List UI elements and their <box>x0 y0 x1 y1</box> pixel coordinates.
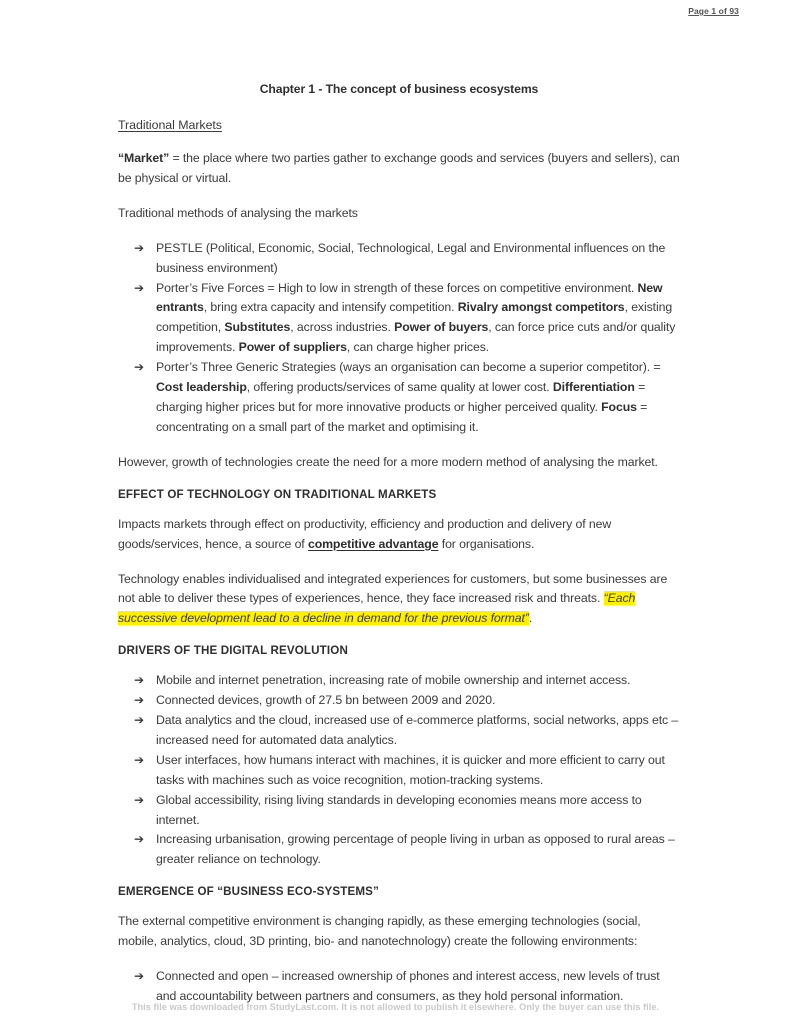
traditional-method-segment: PESTLE (Political, Economic, Social, Technological, Legal and Environmental influences on the business environment) <box>156 240 666 275</box>
driver-item <box>118 671 680 691</box>
traditional-method-segment: Focus <box>601 399 637 414</box>
however-paragraph: However, growth of technologies create the need for a more modern method of analysing the market. <box>118 454 658 469</box>
arrow-right-icon: ➔ <box>134 280 144 295</box>
arrow-right-icon: ➔ <box>134 832 144 847</box>
traditional-method-segment: Power of suppliers <box>238 340 347 355</box>
effect-of-technology-paragraph <box>118 515 680 555</box>
traditional-method-segment: = concentrating on a small part of the market and optimising it. <box>156 399 648 434</box>
heading-effect-of-technology: EFFECT OF TECHNOLOGY ON TRADITIONAL MARKETS <box>118 487 437 501</box>
chapter-title: Chapter 1 - The concept of business ecosystems <box>259 82 539 96</box>
market-definition-rest: = the place where two parties gather to exchange goods and services (buyers and sellers), can be physical or virtual. <box>118 151 680 185</box>
competitive-advantage-emphasis: competitive advantage <box>307 536 439 551</box>
traditional-method-item <box>118 239 680 279</box>
emergence-list <box>118 967 680 1007</box>
driver-item <box>118 751 680 791</box>
traditional-method-segment: Cost leadership <box>156 380 247 395</box>
traditional-method-item-text <box>156 241 665 275</box>
technology-text-before: Technology enables individualised and integrated experiences for customers, but some businesses are not able to deliver these types of experiences, hence, they face increased risk and threats. <box>118 571 668 606</box>
traditional-method-item-text <box>156 360 660 434</box>
driver-item-text: Connected devices, growth of 27.5 bn between 2009 and 2020. <box>156 693 496 708</box>
driver-item-text: Increasing urbanisation, growing percentage of people living in urban as opposed to rural areas – greater reliance on technology. <box>156 832 675 867</box>
driver-item-text: Global accessibility, rising living standards in developing economies means more access to internet. <box>156 792 642 827</box>
traditional-method-item-text <box>156 281 675 355</box>
document-body <box>118 82 680 1022</box>
driver-item-text: Mobile and internet penetration, increasing rate of mobile ownership and internet access. <box>156 673 631 688</box>
arrow-right-icon: ➔ <box>134 673 144 688</box>
traditional-method-segment: , can charge higher prices. <box>346 340 490 355</box>
traditional-method-item <box>118 358 680 438</box>
footer-notice: This file was downloaded from StudyLast.com. It is not allowed to publish it elsewhere. Only the buyer can use this file. <box>131 1002 660 1012</box>
traditional-method-segment: = charging higher prices but for more innovative products or higher perceived quality. <box>156 380 646 414</box>
driver-item-text: Data analytics and the cloud, increased use of e-commerce platforms, social networks, apps etc – increased need for automated data analytics. <box>156 713 679 747</box>
traditional-methods-list <box>118 239 680 438</box>
driver-item <box>118 691 680 711</box>
market-term: “Market” <box>118 151 170 165</box>
arrow-right-icon: ➔ <box>134 752 144 767</box>
traditional-method-segment: , existing competition, <box>156 300 673 335</box>
emergence-item <box>118 967 680 1007</box>
arrow-right-icon: ➔ <box>134 240 144 255</box>
emergence-item-text: Connected and open – increased ownership of phones and interest access, new levels of trust and accountability between partners and consumers, as they hold personal information. <box>156 969 660 1003</box>
arrow-right-icon: ➔ <box>134 693 144 708</box>
traditional-method-segment: , across industries. <box>290 320 395 335</box>
driver-item <box>118 711 680 751</box>
traditional-method-segment: , offering products/services of same quality at lower cost. <box>246 380 553 395</box>
drivers-list <box>118 671 680 870</box>
arrow-right-icon: ➔ <box>134 792 144 807</box>
emergence-paragraph: The external competitive environment is changing rapidly, as these emerging technologies (social, mobile, analytics, cloud, 3D printing, bio- and nanotechnology) create the following environments: <box>118 914 641 949</box>
effect-text-after: for organisations. <box>438 536 535 551</box>
section-subheading-traditional-markets: Traditional Markets <box>118 118 222 132</box>
arrow-right-icon: ➔ <box>134 969 144 984</box>
page-number-header: Page 1 of 93 <box>688 6 739 16</box>
technology-experiences-paragraph <box>118 570 680 630</box>
traditional-method-segment: Porter’s Five Forces = High to low in strength of these forces on competitive environment. <box>156 280 638 295</box>
highlighted-quote: “Each successive development lead to a decline in demand for the previous format” <box>118 591 636 626</box>
traditional-method-segment: Rivalry amongst competitors <box>457 300 625 315</box>
traditional-method-segment: Differentiation <box>552 380 635 395</box>
heading-drivers-digital-revolution: DRIVERS OF THE DIGITAL REVOLUTION <box>118 644 348 658</box>
traditional-method-segment: , bring extra capacity and intensify competition. <box>203 300 458 315</box>
driver-item-text: User interfaces, how humans interact with machines, it is quicker and more efficient to carry out tasks with machines such as voice recognition, motion-tracking systems. <box>156 752 665 787</box>
traditional-method-segment: Porter’s Three Generic Strategies (ways an organisation can become a superior competitor). = <box>156 360 661 375</box>
driver-item <box>118 830 680 870</box>
traditional-method-item <box>118 279 680 359</box>
traditional-method-segment: New entrants <box>156 280 663 315</box>
traditional-methods-intro: Traditional methods of analysing the markets <box>118 205 358 220</box>
effect-text-before: Impacts markets through effect on productivity, efficiency and production and delivery of new goods/services, hence, a source of <box>118 516 612 551</box>
traditional-method-segment: Power of buyers <box>394 320 489 335</box>
arrow-right-icon: ➔ <box>134 360 144 375</box>
driver-item <box>118 791 680 831</box>
technology-text-after: . <box>528 611 533 626</box>
market-definition-paragraph <box>118 149 680 189</box>
arrow-right-icon: ➔ <box>134 713 144 728</box>
traditional-method-segment: , can force price cuts and/or quality improvements. <box>156 320 676 355</box>
traditional-method-segment: Substitutes <box>224 320 291 335</box>
heading-emergence-business-ecosystems: EMERGENCE OF “BUSINESS ECO-SYSTEMS” <box>118 885 379 899</box>
